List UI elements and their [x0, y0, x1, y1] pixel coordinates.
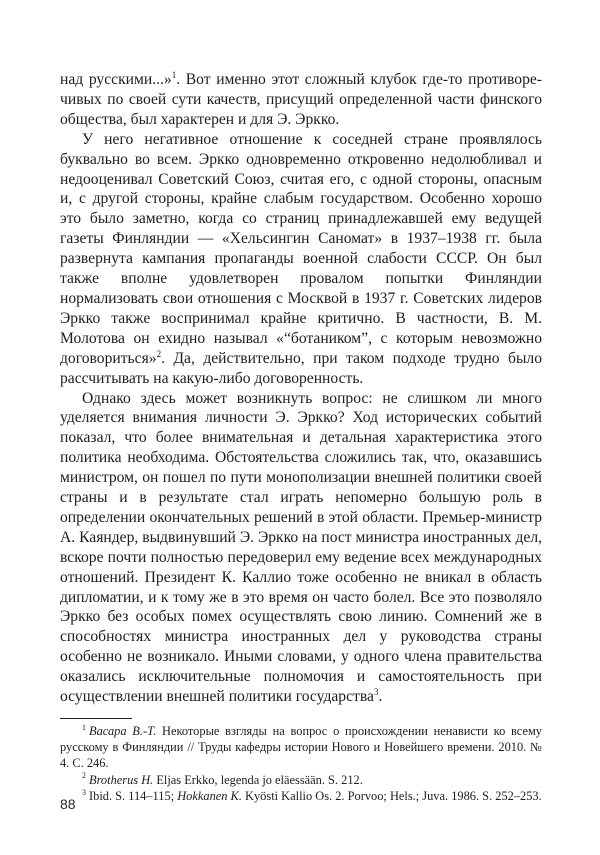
paragraph-text: .: [378, 688, 383, 706]
footnote: [60, 788, 542, 804]
paragraph: [60, 389, 542, 708]
page-number: 88: [60, 796, 76, 812]
footnotes: [60, 723, 542, 804]
paragraph-text: . Да, действительно, при таком подходе трудно было рассчитывать на какую-либо договоренность.: [60, 349, 542, 387]
footnote-author: Васара В.-Т.: [89, 724, 157, 738]
footnote-text: Eljas Erkko, legenda jo eläessään. S. 212.: [153, 772, 363, 787]
footnote-prefix: Ibid. S. 114–115;: [89, 788, 178, 803]
footnote-ref: 3: [373, 686, 379, 697]
footnote-number: 1: [82, 722, 86, 732]
paragraph: [60, 130, 542, 389]
footnote-text: Некоторые взгляды на вопрос о происхождении ненависти ко всему русскому в Финляндии // Труды кафедры истории Нового и Новейшего времени. 2010. № 4. С. 246.: [60, 724, 542, 771]
footnote-number: 2: [82, 771, 86, 781]
paragraph-text: Однако здесь может возникнуть вопрос: не слишком ли много уделяется внимания личности Э. Эркко? Ход исторических событий показал, что более внимательная и детальная характеристика этого политика необходима. Обстоятельства сложились так, что, оказавшись министром, он пошел по пути монополизации внешней политики своей страны и в результате стал играть непомерно большую роль в определении окончательных решений в этой области. Премьер-министр А. Каяндер, выдвинувший Э. Эркко на пост министра иностранных дел, вскоре почти полностью передоверил ему ведение всех международных отношений. Президент К. Каллио тоже особенно не вникал в область дипломатии, и к тому же в это время он часто болел. Все это позволяло Эркко без особых помех осуществлять свою линию. Сомнений же в способностях министра иностранных дел у руководства страны особенно не возникало. Иными словами, у одного члена правительства оказались исключительные полномочия и самостоятельность при осуществлении внешней политики государства: [60, 389, 542, 706]
paragraph: [60, 70, 542, 130]
footnote-number: 3: [82, 787, 86, 797]
footnote: [60, 772, 542, 788]
paragraph-text: над русскими...»: [60, 71, 172, 88]
page-content: [60, 70, 542, 804]
footnote-ref: 1: [171, 69, 177, 80]
paragraph-text: . Вот именно этот сложный клубок где-то противоречивых по своей сути качеств, присущий определенной части финского общества, был характерен и для Э. Эркко.: [60, 71, 542, 128]
footnote-text: Kyösti Kallio Os. 2. Porvoo; Hels.; Juva. 1986. S. 252–253.: [241, 788, 542, 803]
footnote-author: Brotherus H.: [89, 772, 154, 787]
footnote-divider: [60, 718, 132, 719]
footnote-author: Hokkanen K.: [177, 788, 242, 803]
footnote: [60, 723, 542, 772]
footnote-ref: 2: [156, 348, 162, 359]
paragraph-text: У него негативное отношение к соседней стране проявлялось буквально во всем. Эркко одновременно откровенно недолюбливал и недооценивал Советский Союз, считая его, с одной стороны, опасным и, с другой стороны, крайне слабым государством. Особенно хорошо это было заметно, когда со страниц принадлежавшей ему ведущей газеты Финляндии — «Хельсингин Саномат» в 1937–1938 гг. была развернута кампания пропаганды военной слабости СССР. Он был также вполне удовлетворен провалом попытки Финляндии нормализовать свои отношения с Москвой в 1937 г. Советских лидеров Эркко также воспринимал крайне критично. В частности, В. М. Молотова он ехидно называл «“ботаником”, с которым невозможно договориться»: [60, 130, 542, 367]
